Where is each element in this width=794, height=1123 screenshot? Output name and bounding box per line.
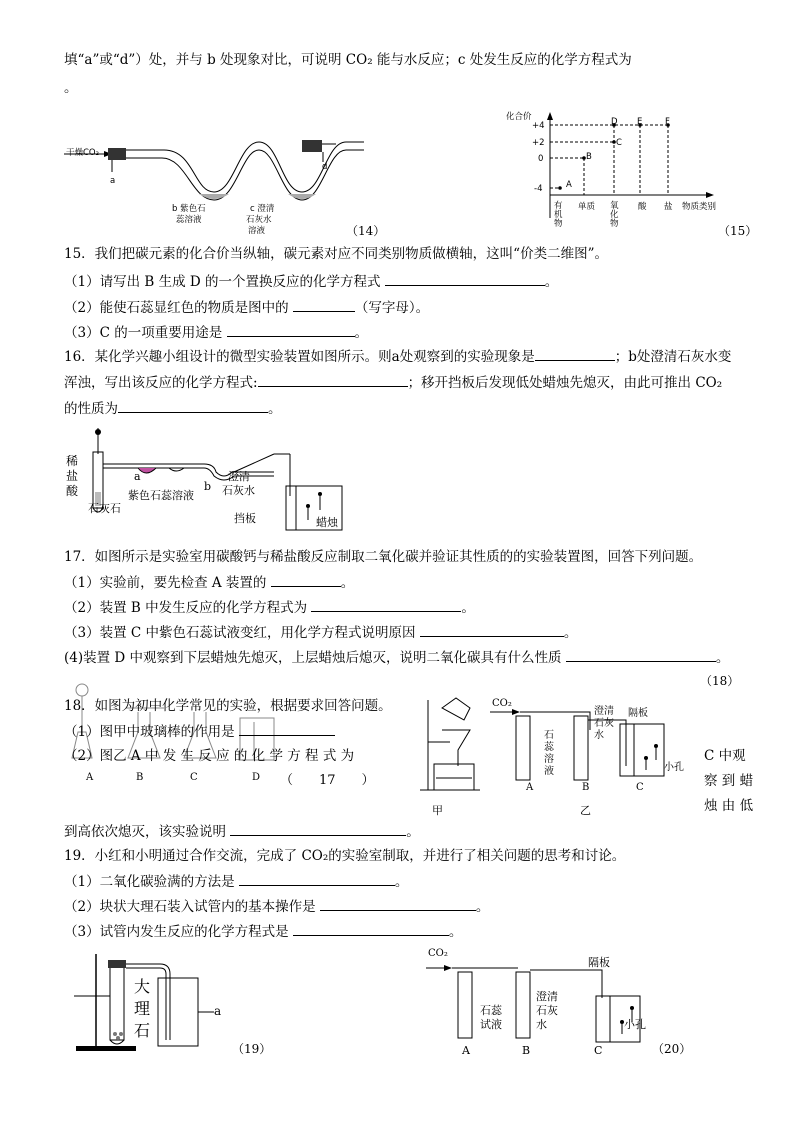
acid-label-2: 盐	[66, 469, 79, 483]
q17-sub1: （1）实验前，要先检查 A 装置的 。	[64, 572, 354, 593]
inlet-label: 干燥CO₂	[66, 148, 100, 158]
q16-answer3-blank[interactable]	[118, 398, 268, 413]
q15-sub1: （1）请写出 B 生成 D 的一个置换反应的化学方程式 。	[64, 271, 558, 292]
q18-sub2-wrap2: 察 到 蜡	[704, 773, 754, 789]
litmus-label-1: 石蕊	[480, 1004, 502, 1017]
q19-stem: 19．小红和小明通过合作交流，完成了 CO₂的实验室制取，并进行了相关问题的思考和讨论。	[64, 848, 626, 864]
tube-A-label: A	[462, 1044, 470, 1057]
point-a-label: a	[134, 470, 141, 483]
point-b-label-2: 蕊溶液	[176, 215, 202, 225]
y-axis-title: 化合价	[506, 112, 532, 122]
marble-label-3: 石	[134, 1021, 151, 1040]
tube-A-label: A	[526, 782, 534, 793]
q18-answer3-blank[interactable]	[230, 821, 406, 836]
overlay-label-A: A	[86, 772, 94, 783]
lime-label-3: 水	[594, 730, 604, 741]
q19-sub1: （1）二氧化碳验满的方法是 。	[64, 871, 408, 892]
y-tick-zero: 0	[538, 154, 544, 164]
label-yi: 乙	[580, 804, 591, 817]
point-B: B	[586, 152, 592, 162]
y-tick-minus4: -4	[534, 184, 543, 194]
point-F: F	[665, 117, 670, 127]
point-a-label: a	[110, 176, 116, 186]
filtration-and-co2-diagram	[420, 690, 690, 800]
q17-sub3: （3）装置 C 中紫色石蕊试液变红，用化学方程式说明原因 。	[64, 622, 577, 643]
point-d-label: d	[322, 162, 328, 172]
lime-label-3: 水	[536, 1018, 547, 1031]
q19-answer3-blank[interactable]	[293, 921, 449, 936]
beaker-C-label: C	[594, 1044, 603, 1057]
q17-answer2-blank[interactable]	[311, 597, 461, 612]
q19-sub3: （3）试管内发生反应的化学方程式是 。	[64, 921, 462, 942]
x-cat-oxide: 氧化物	[610, 201, 619, 229]
q19-sub2: （2）块状大理石装入试管内的基本操作是 。	[64, 896, 489, 917]
micro-experiment-diagram	[64, 424, 344, 534]
overlay-label-D: D	[252, 772, 261, 783]
co2-inlet-label: CO₂	[428, 948, 448, 959]
q17-sub2: （2）装置 B 中发生反应的化学方程式为 。	[64, 597, 475, 618]
lime-label-1: 澄清	[594, 706, 614, 717]
point-b-label-1: b 紫色石	[172, 204, 206, 214]
lime-label-2: 石灰	[594, 718, 614, 729]
litmus-label-4: 液	[544, 766, 554, 777]
figure-15-number: （15）	[718, 224, 758, 238]
overlay-label-B: B	[136, 772, 144, 783]
continuation-line-2: 。	[64, 80, 78, 96]
q18-stem: 18．如图为初中化学常见的实验，根据要求回答问题。	[64, 698, 392, 714]
q18-sub1: （1）图甲中玻璃棒的作用是	[64, 721, 335, 742]
tube-B-label: B	[522, 1044, 531, 1057]
co2-inlet-label: CO₂	[492, 698, 512, 709]
q17-sub4: (4)装置 D 中观察到下层蜡烛先熄灭，上层蜡烛后熄灭，说明二氧化碳具有什么性质 。	[64, 647, 729, 668]
q19-answer1-blank[interactable]	[239, 871, 395, 886]
q17-answer1-blank[interactable]	[271, 572, 341, 587]
litmus-label: 紫色石蕊溶液	[128, 489, 194, 502]
label-jia: 甲	[432, 804, 443, 817]
marble-label-1: 大	[134, 977, 151, 996]
board-label: 隔板	[628, 708, 648, 719]
y-tick-plus2: +2	[532, 138, 545, 148]
x-axis-title: 物质类别	[682, 202, 717, 212]
figure-17-number: （ 17 ）	[280, 773, 375, 788]
figure-19-number: （19）	[232, 1042, 272, 1056]
co2-generation-diagram	[70, 950, 240, 1054]
q18-sub2: （2）图乙 A 中 发 生 反 应 的 化 学 方 程 式 为	[64, 748, 355, 764]
board-label: 挡板	[234, 512, 256, 525]
q15-sub3: （3）C 的一项重要用途是 。	[64, 322, 368, 343]
q16-line3: 的性质为 。	[64, 398, 282, 419]
lime-label-2: 石灰水	[222, 484, 255, 497]
hole-label: 小孔	[624, 1018, 646, 1031]
q17-stem: 17．如图所示是实验室用碳酸钙与稀盐酸反应制取二氧化碳并验证其性质的的实验装置图，回答下列问题。	[64, 549, 703, 565]
stone-label: 石灰石	[88, 502, 121, 515]
litmus-label-2: 蕊	[544, 742, 554, 753]
litmus-label-2: 试液	[480, 1018, 502, 1031]
figure-20-number: （20）	[652, 1042, 692, 1056]
q18-sub2-wrap1: C 中观	[704, 748, 746, 764]
x-cat-salt: 盐	[664, 202, 673, 212]
q16-answer1-blank[interactable]	[535, 346, 615, 361]
point-E: E	[637, 117, 643, 127]
q15-answer1-blank[interactable]	[385, 271, 545, 286]
lime-label-1: 澄清	[536, 990, 558, 1003]
overlay-label-C: C	[190, 772, 198, 783]
board-label: 隔板	[588, 956, 610, 969]
acid-label-3: 酸	[66, 484, 79, 498]
x-cat-acid: 酸	[638, 202, 647, 212]
q17-answer4-blank[interactable]	[566, 647, 716, 662]
tube-B-label: B	[582, 782, 590, 793]
q15-answer3-blank[interactable]	[227, 322, 355, 337]
q15-sub2: （2）能使石蕊显红色的物质是图中的 （写字母）。	[64, 297, 429, 318]
point-C: C	[616, 138, 622, 148]
point-b-label: b	[204, 480, 212, 493]
q16-answer2-blank[interactable]	[258, 372, 408, 387]
q18-answer1-blank[interactable]	[239, 721, 335, 736]
figure-14-number: （14）	[346, 224, 386, 238]
litmus-label-1: 石	[544, 730, 554, 741]
q17-answer3-blank[interactable]	[420, 622, 564, 637]
candle-label: 蜡烛	[316, 516, 338, 529]
q16-line1: 16．某化学兴趣小组设计的微型实验装置如图所示。则a处观察到的实验现象是 ；b处澄清石灰水变	[64, 346, 731, 367]
litmus-label-3: 溶	[544, 754, 554, 765]
point-c-label-1: c 澄清	[250, 204, 275, 214]
q15-answer2-blank[interactable]	[293, 297, 355, 312]
continuation-line-1: 填“a”或“d”）处，并与 b 处现象对比，可说明 CO₂ 能与水反应；c 处发生反应的化学方程式为	[64, 52, 632, 68]
x-cat-organic: 有机物	[554, 201, 563, 229]
point-c-label-3: 溶液	[248, 226, 266, 236]
point-c-label-2: 石灰水	[246, 215, 272, 225]
beaker-C-label: C	[636, 782, 644, 793]
acid-label-1: 稀	[66, 454, 79, 468]
figure-18-number: （18）	[700, 674, 740, 688]
lime-label-2: 石灰	[536, 1004, 558, 1017]
q19-answer2-blank[interactable]	[320, 896, 476, 911]
point-D: D	[611, 117, 618, 127]
q18-sub2-wrap3: 烛 由 低	[704, 798, 754, 814]
q16-line2: 浑浊，写出该反应的化学方程式: ；移开挡板后发现低处蜡烛先熄灭，由此可推出 CO₂	[64, 372, 722, 393]
x-cat-element: 单质	[578, 202, 596, 212]
bottle-a-label: a	[214, 1004, 222, 1018]
marble-label-2: 理	[134, 999, 151, 1018]
point-A: A	[566, 180, 572, 190]
q18-sub3: 到高依次熄灭，该实验说明 。	[64, 821, 420, 842]
y-tick-plus4: +4	[532, 121, 545, 131]
q15-stem: 15．我们把碳元素的化合价当纵轴，碳元素对应不同类别物质做横轴，这叫“价类二维图”。	[64, 246, 608, 262]
hole-label: 小孔	[664, 762, 684, 773]
lime-label-1: 澄清	[228, 470, 250, 483]
